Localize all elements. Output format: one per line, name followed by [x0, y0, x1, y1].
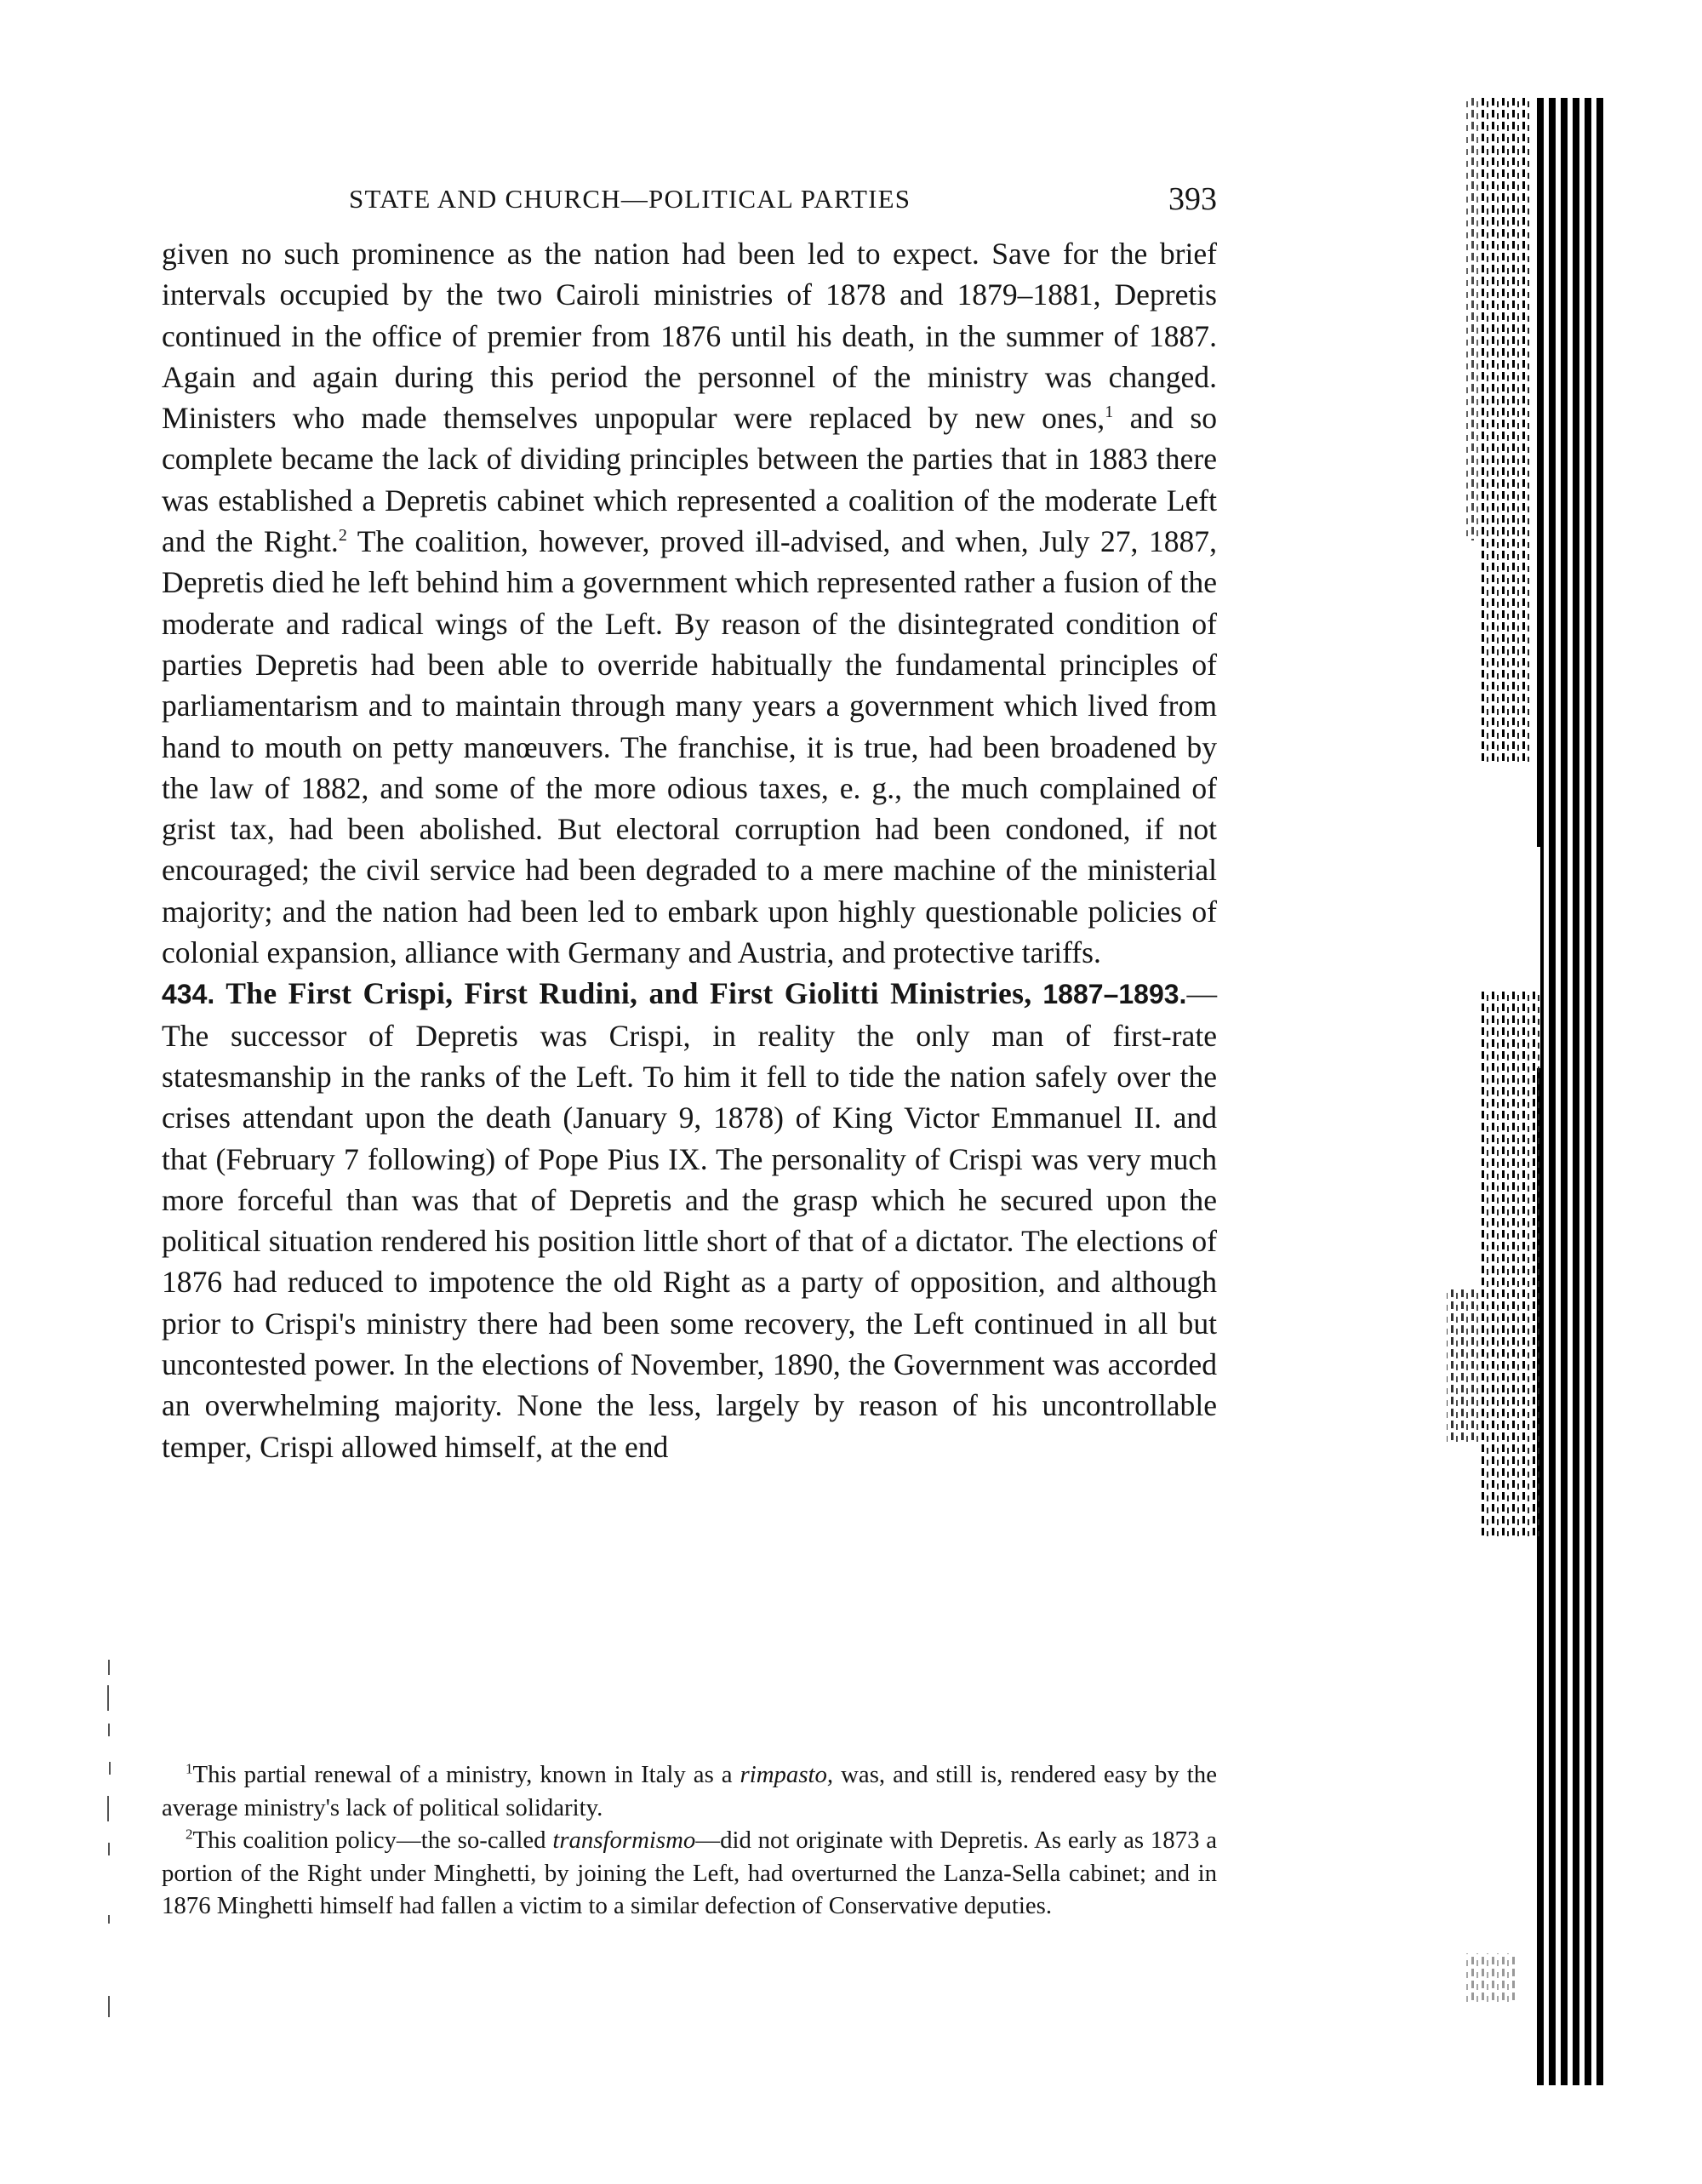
running-title: STATE AND CHURCH—POLITICAL PARTIES	[349, 184, 911, 214]
footnote-italic-term: transformismo	[552, 1827, 696, 1854]
footnote-marker: 2	[186, 1826, 193, 1843]
paragraph-text: The coalition, however, proved ill-advised, and when, July 27, 1887, Depretis died he left behind him a government which represented rather a fusion of the moderate and radical wings of the Left. By reason of the disintegrated condition of parties Depretis had been able to override habitually the fundamental principles of parliamentarism and to maintain through many years a government which lived from hand to mouth on petty manœuvers. The franchise, it is true, had been broadened by the law of 1882, and some of the more odious taxes, e. g., the much complained of grist tax, had been abolished. But electoral corruption had been condoned, if not encouraged; the civil service had been degraded to a mere machine of the ministerial majority; and the nation had been led to embark upon highly questionable policies of colonial expansion, alliance with Germany and Austria, and protective tariffs.	[162, 524, 1217, 970]
footnote-text: was, and still is, rendered easy by the average ministry's lack of political solidarity.	[162, 1761, 1217, 1821]
footnotes	[162, 1758, 1217, 1923]
section-number: 434.	[162, 979, 215, 1010]
footnote-2	[162, 1824, 1217, 1923]
paragraph-text: given no such prominence as the nation had been led to expect. Save for the brief intervals occupied by the two Cairoli ministries of 1878 and 1879–1881, Depretis continued in the office of premier from 1876 until his death, in the summer of 1887. Again and again during this period the personnel of the ministry was changed. Ministers who made themselves unpopular were replaced by new ones,	[162, 237, 1217, 436]
footnote-ref-1: 1	[1105, 403, 1114, 422]
paragraph-text: and so complete became the lack of dividing principles between the parties that in 1883 there was established a Depretis cabinet which represented a coalition of the moderate Left and the Right.	[162, 401, 1217, 559]
footnote-italic-term: rimpasto,	[740, 1761, 834, 1788]
page-number: 393	[1168, 181, 1217, 217]
footnote-1	[162, 1758, 1217, 1824]
section-years: 1887–1893.	[1042, 979, 1187, 1010]
paragraph-continued	[162, 233, 1217, 973]
running-head	[162, 179, 1217, 221]
footnote-text: This partial renewal of a ministry, known in Italy as a	[192, 1761, 740, 1788]
section-title: The First Crispi, First Rudini, and First Giolitti Ministries,	[226, 976, 1032, 1011]
gutter-binding-marks	[104, 1660, 114, 2017]
section-text: —The successor of Depretis was Crispi, in reality the only man of first-rate statesmanship in the ranks of the Left. To him it fell to tide the nation safely over the crises attendant upon the death (January 9, 1878) of King Victor Emmanuel II. and that (February 7 following) of Pope Pius IX. The personality of Crispi was very much more forceful than was that of Depretis and the grasp which he secured upon the political situation rendered his position little short of that of a dictator. The elections of 1876 had reduced to impotence the old Right as a party of opposition, and although prior to Crispi's ministry there had been some recovery, the Left continued in all but uncontested power. In the elections of November, 1890, the Government was accorded an overwhelming majority. None the less, largely by reason of his uncontrollable temper, Crispi allowed himself, at the end	[162, 976, 1218, 1464]
footnote-ref-2: 2	[338, 526, 347, 546]
footnote-text: —did not originate with Depretis. As early as 1873 a portion of the Right under Minghetti, by joining the Left, had overturned the Lanza-Sella cabinet; and in 1876 Minghetti himself had fallen a victim to a similar defection of Conservative deputies.	[162, 1827, 1217, 1919]
footnote-marker: 1	[186, 1760, 193, 1777]
footnote-text: This coalition policy—the so-called	[192, 1827, 553, 1854]
body-text	[162, 233, 1217, 1467]
page-edge-scan-artifact	[1430, 98, 1608, 2085]
section-paragraph	[162, 973, 1217, 1467]
